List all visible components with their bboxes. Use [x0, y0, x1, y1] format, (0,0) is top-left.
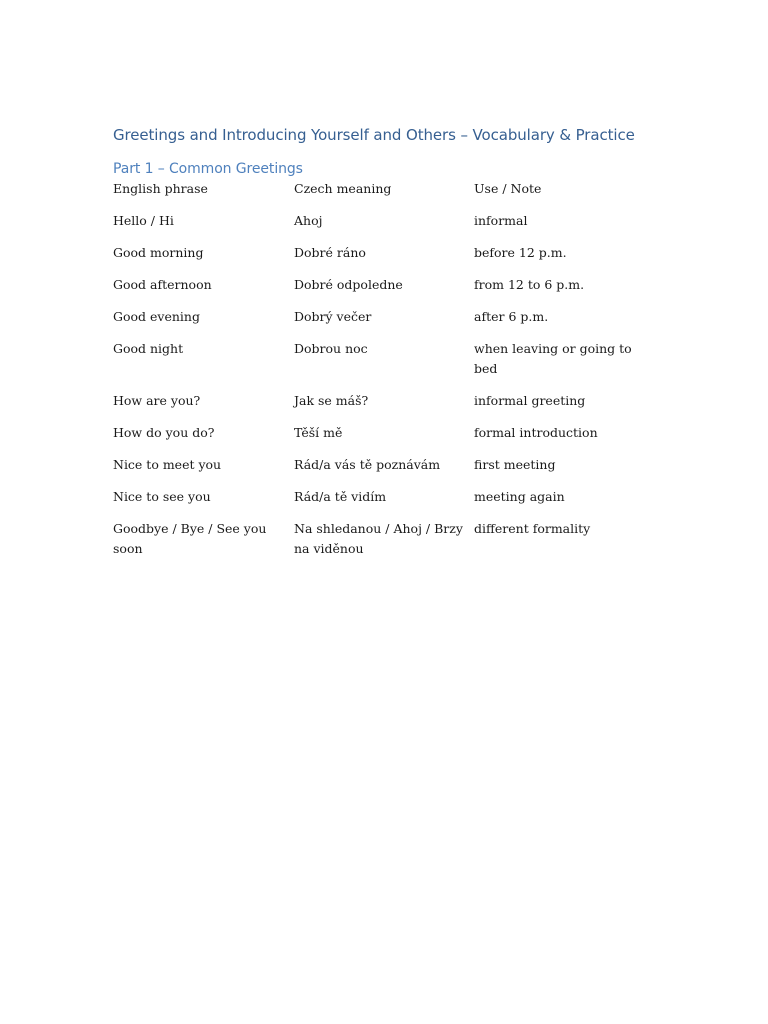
usage-note: informal greeting: [474, 393, 586, 408]
table-row: [113, 391, 654, 423]
czech-meaning: Rád/a vás tě poznávám: [294, 457, 441, 472]
czech-meaning: Jak se máš?: [294, 393, 369, 408]
table-row: [113, 519, 654, 571]
usage-note: when leaving or going to bed: [474, 341, 632, 376]
greetings-table: [113, 179, 654, 571]
czech-meaning: Dobrou noc: [294, 341, 368, 356]
usage-note: meeting again: [474, 489, 565, 504]
english-phrase: Good afternoon: [113, 277, 212, 292]
english-phrase: Good evening: [113, 309, 200, 324]
czech-meaning: Těší mě: [294, 425, 343, 440]
usage-note: informal: [474, 213, 528, 228]
usage-note: after 6 p.m.: [474, 309, 549, 324]
table-row: [113, 307, 654, 339]
english-phrase: Good night: [113, 341, 184, 356]
table-row: [113, 455, 654, 487]
english-phrase: Hello / Hi: [113, 213, 174, 228]
document-title: Greetings and Introducing Yourself and Others – Vocabulary & Practice: [113, 126, 635, 144]
table-row: [113, 487, 654, 519]
czech-meaning: Rád/a tě vidím: [294, 489, 387, 504]
czech-meaning: Dobrý večer: [294, 309, 372, 324]
czech-meaning: Na shledanou / Ahoj / Brzy na viděnou: [294, 521, 463, 556]
czech-meaning: Ahoj: [294, 213, 323, 228]
english-phrase: How do you do?: [113, 425, 215, 440]
table-header-row: [113, 179, 654, 211]
table-row: [113, 423, 654, 455]
table-row: [113, 339, 654, 391]
english-phrase: Good morning: [113, 245, 204, 260]
section-heading: Part 1 – Common Greetings: [113, 161, 303, 177]
usage-note: different formality: [474, 521, 591, 536]
english-phrase: How are you?: [113, 393, 201, 408]
english-phrase: Nice to see you: [113, 489, 211, 504]
column-header-note: Use / Note: [474, 181, 542, 196]
usage-note: formal introduction: [474, 425, 598, 440]
table-row: [113, 243, 654, 275]
column-header-czech: Czech meaning: [294, 181, 392, 196]
english-phrase: Goodbye / Bye / See you soon: [113, 521, 267, 556]
table-row: [113, 275, 654, 307]
english-phrase: Nice to meet you: [113, 457, 222, 472]
document-page: [113, 123, 653, 571]
usage-note: from 12 to 6 p.m.: [474, 277, 585, 292]
usage-note: first meeting: [474, 457, 556, 472]
usage-note: before 12 p.m.: [474, 245, 567, 260]
table-row: [113, 211, 654, 243]
column-header-english: English phrase: [113, 181, 208, 196]
czech-meaning: Dobré ráno: [294, 245, 366, 260]
czech-meaning: Dobré odpoledne: [294, 277, 403, 292]
